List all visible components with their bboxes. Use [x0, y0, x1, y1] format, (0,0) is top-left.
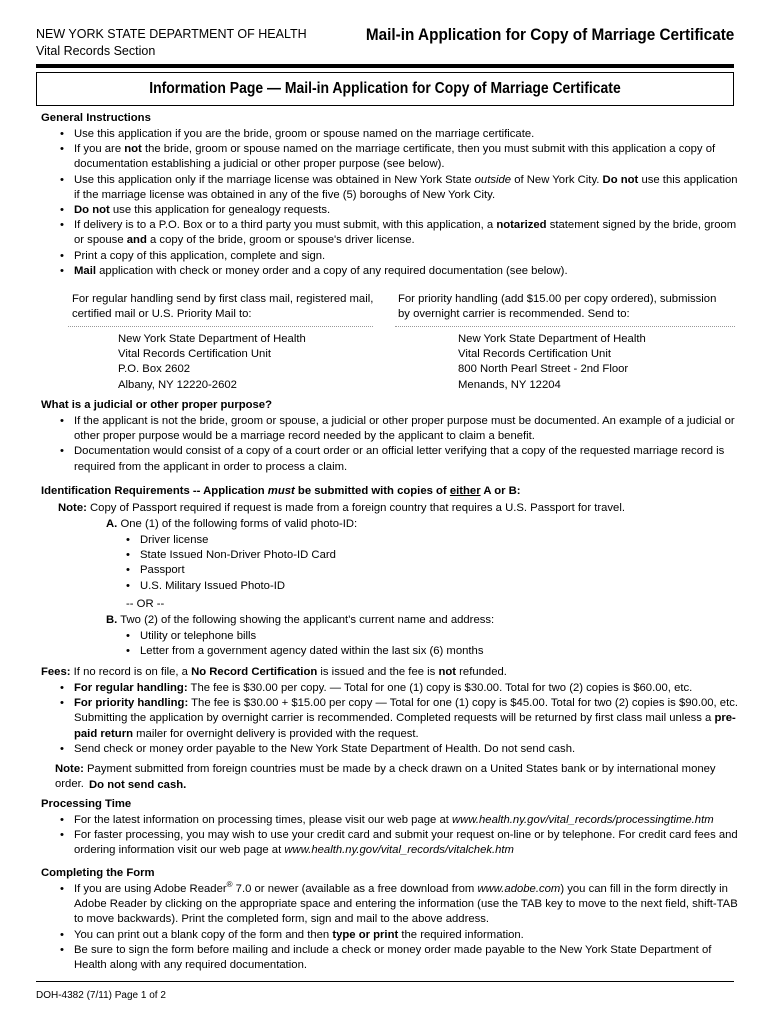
vitalchek-link[interactable]: www.health.ny.gov/vital_records/vitalchek.htm: [284, 844, 514, 857]
completing-form-heading: Completing the Form: [41, 867, 155, 879]
id-option-a: A. One (1) of the following forms of valid photo-ID:: [106, 518, 358, 530]
form-footer: DOH-4382 (7/11) Page 1 of 2: [36, 990, 166, 1001]
priority-handling-note: For priority handling (add $15.00 per copy ordered), submission by overnight carrier is recommended. Send to:: [398, 293, 717, 321]
header-divider: [36, 64, 734, 68]
list-item: • Send check or money order payable to the New York State Department of Health. Do not send cash.: [58, 742, 738, 757]
id-option-b-list: [124, 629, 624, 659]
fees-list: [58, 681, 738, 757]
list-item: • For the latest information on processing times, please visit our web page at www.health.ny.gov/vital_records/processingtime.htm: [58, 813, 738, 828]
processing-time-link[interactable]: www.health.ny.gov/vital_records/processingtime.htm: [452, 814, 714, 826]
department-name: NEW YORK STATE DEPARTMENT OF HEALTH: [36, 27, 307, 41]
footer-divider: [36, 981, 734, 982]
list-item: • U.S. Military Issued Photo-ID: [124, 579, 524, 594]
or-separator: -- OR --: [126, 598, 165, 610]
list-item: • Be sure to sign the form before mailing and include a check or money order made payable to the New York State Department of Health along with any required documentation.: [58, 943, 738, 973]
judicial-purpose-heading: What is a judicial or other proper purpose?: [41, 399, 272, 411]
list-item: • For priority handling: The fee is $30.00 + $15.00 per copy — Total for one (1) copy is $45.00. Total for two (2) copies is $90.00, etc. Submitting the application by overnight carrier is recommended. Completed requests will be returned by first class mail unless a pre-paid return mailer for overnight delivery is provided with the request.: [58, 696, 738, 742]
list-item: • If you are using Adobe Reader® 7.0 or newer (available as a free download from www.adobe.com) you can fill in the form directly in Adobe Reader by clicking on the appropriate space and entering the information (use the TAB key to move to the next field, shift-TAB to move backwards). Print the completed form, sign and mail to the above address.: [58, 882, 738, 928]
list-item: • You can print out a blank copy of the form and then type or print the required information.: [58, 928, 738, 943]
adobe-link[interactable]: www.adobe.com: [477, 883, 561, 895]
id-option-b: B. Two (2) of the following showing the applicant's current name and address:: [106, 614, 495, 626]
header-dept-block: [36, 26, 307, 60]
list-item: • Documentation would consist of a copy of a court order or an official letter verifying that a copy of the requested marriage record is required from the applicant in order to process a claim.: [58, 444, 738, 474]
id-note: Note: Copy of Passport required if request is made from a foreign country that requires a U.S. Passport for travel.: [58, 502, 625, 514]
priority-mailing-address: New York State Department of Health Vital Records Certification Unit 800 North Pearl Street - 2nd Floor Menands, NY 12204: [458, 333, 646, 391]
info-page-title: Information Page — Mail-in Application for Copy of Marriage Certificate: [149, 80, 621, 98]
list-item: • Passport: [124, 563, 524, 578]
general-instructions-list: [58, 127, 738, 279]
list-item: • If you are not the bride, groom or spouse named on the marriage certificate, then you must submit with this application a copy of documentation establishing a judicial or other proper purpose (see below).: [58, 142, 738, 172]
regular-divider: [68, 326, 373, 327]
id-option-a-list: [124, 533, 524, 594]
list-item: • Driver license: [124, 533, 524, 548]
priority-divider: [395, 326, 735, 327]
fees-no-cash: Do not send cash.: [89, 779, 187, 791]
list-item: • Utility or telephone bills: [124, 629, 624, 644]
judicial-purpose-list: [58, 414, 738, 475]
info-page-title-box: [36, 72, 734, 106]
general-instructions-heading: General Instructions: [41, 112, 151, 124]
list-item: • Print a copy of this application, complete and sign.: [58, 249, 738, 264]
list-item: • For faster processing, you may wish to use your credit card and submit your request on-line or by telephone. For credit card fees and ordering information visit our web page at www.health.ny.gov/vital_records/vitalchek.htm: [58, 828, 738, 858]
list-item: • State Issued Non-Driver Photo-ID Card: [124, 548, 524, 563]
fees-intro: Fees: If no record is on file, a No Record Certification is issued and the fee is not refunded.: [41, 666, 507, 678]
list-item: • If delivery is to a P.O. Box or to a third party you must submit, with this application, a notarized statement signed by the bride, groom or spouse and a copy of the bride, groom or spouse's driver license.: [58, 218, 738, 248]
completing-form-list: [58, 882, 738, 973]
list-item: • Mail application with check or money order and a copy of any required documentation (see below).: [58, 264, 738, 279]
list-item: • For regular handling: The fee is $30.00 per copy. — Total for one (1) copy is $30.00. Total for two (2) copies is $60.00, etc.: [58, 681, 738, 696]
form-title: Mail-in Application for Copy of Marriage Certificate: [365, 25, 734, 44]
list-item: • Letter from a government agency dated within the last six (6) months: [124, 644, 624, 659]
regular-mailing-address: New York State Department of Health Vital Records Certification Unit P.O. Box 2602 Albany, NY 12220-2602: [118, 333, 306, 391]
list-item: • Use this application if you are the bride, groom or spouse named on the marriage certificate.: [58, 127, 738, 142]
list-item: • Do not use this application for genealogy requests.: [58, 203, 738, 218]
fees-note: Note: Payment submitted from foreign countries must be made by a check drawn on a United States bank or by international money order.: [55, 763, 716, 791]
list-item: • Use this application only if the marriage license was obtained in New York State outside of New York City. Do not use this application if the marriage license was obtained in any of the five (5) boroughs of New York City.: [58, 173, 738, 203]
identification-heading: Identification Requirements -- Application must be submitted with copies of either A or B:: [41, 485, 521, 497]
list-item: • If the applicant is not the bride, groom or spouse, a judicial or other proper purpose must be documented. An example of a judicial or other proper purpose would be a marriage record needed by the applicant to claim a benefit.: [58, 414, 738, 444]
processing-time-heading: Processing Time: [41, 798, 132, 810]
section-name: Vital Records Section: [36, 44, 156, 58]
processing-time-list: [58, 813, 738, 859]
regular-handling-note: For regular handling send by first class mail, registered mail, certified mail or U.S. Priority Mail to:: [72, 293, 374, 321]
